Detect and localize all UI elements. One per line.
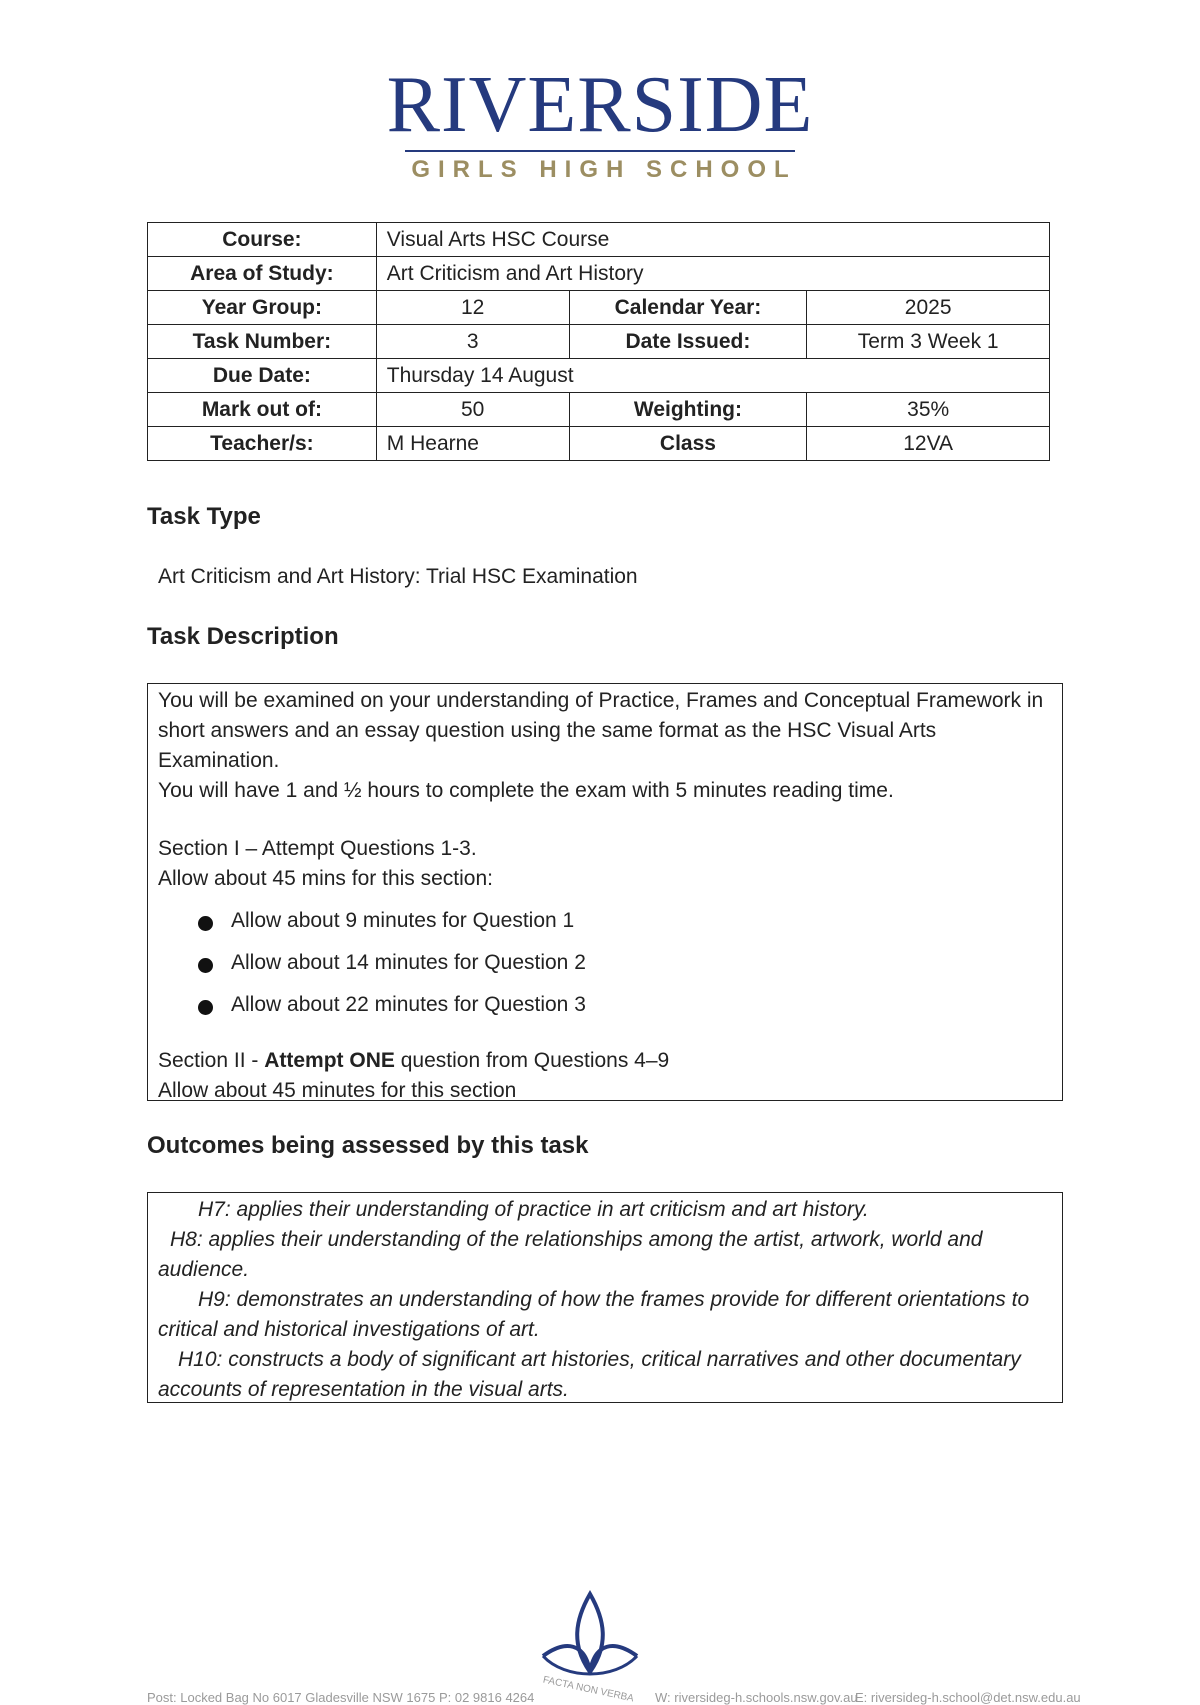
table-row [148, 291, 1050, 325]
footer-web: W: riversideg-h.schools.nsw.gov.au [655, 1690, 858, 1705]
footer-post: Post: Locked Bag No 6017 Gladesville NSW 1675 P: 02 9816 4264 [147, 1690, 535, 1705]
logo-subtitle: GIRLS HIGH SCHOOL [411, 156, 797, 183]
section1-line2: Allow about 45 mins for this section: [158, 867, 493, 890]
outcome-h7: H7: applies their understanding of practice in art criticism and art history. [198, 1198, 869, 1221]
footer-email: E: riversideg-h.school@det.nsw.edu.au [855, 1690, 1081, 1705]
year-label: Year Group: [148, 291, 377, 325]
class-label: Class [569, 427, 807, 461]
calendar-value: 2025 [807, 291, 1050, 325]
task-description-heading: Task Description [147, 623, 339, 650]
task-description-box [147, 683, 1063, 1101]
table-row [148, 359, 1050, 393]
school-logo [0, 62, 1200, 184]
outcome-h8: H8: applies their understanding of the relationships among the artist, artwork, world and audience. [158, 1228, 983, 1281]
date-issued-value: Term 3 Week 1 [807, 325, 1050, 359]
area-label: Area of Study: [148, 257, 377, 291]
logo-title: RIVERSIDE [386, 61, 814, 149]
crest-motto: FACTA NON VERBA [541, 1674, 635, 1705]
question-time-list [158, 900, 1052, 1026]
spacer [158, 806, 1052, 834]
task-info-table [147, 222, 1050, 461]
section2-suffix: question from Questions 4–9 [394, 1049, 670, 1072]
mark-value: 50 [376, 393, 569, 427]
section2-emphasis: Attempt ONE [264, 1049, 395, 1072]
teacher-label: Teacher/s: [148, 427, 377, 461]
task-type-heading: Task Type [147, 503, 261, 530]
weighting-label: Weighting: [569, 393, 807, 427]
section2-prefix: Section II - [158, 1049, 265, 1072]
table-row [148, 427, 1050, 461]
outcomes-heading: Outcomes being assessed by this task [147, 1132, 589, 1159]
table-row [148, 325, 1050, 359]
outcomes-box [147, 1192, 1063, 1403]
description-time: You will have 1 and ½ hours to complete the exam with 5 minutes reading time. [158, 779, 894, 802]
list-item: Allow about 14 minutes for Question 2 [158, 942, 1052, 984]
course-value: Visual Arts HSC Course [376, 223, 1049, 257]
section2-line1 [158, 1046, 1052, 1076]
calendar-label: Calendar Year: [569, 291, 807, 325]
section1-line1: Section I – Attempt Questions 1-3. [158, 837, 477, 860]
task-number-label: Task Number: [148, 325, 377, 359]
list-item: Allow about 22 minutes for Question 3 [158, 984, 1052, 1026]
task-number-value: 3 [376, 325, 569, 359]
outcome-h10: H10: constructs a body of significant art histories, critical narratives and other documentary accounts of representation in the visual arts. [158, 1348, 1021, 1401]
course-label: Course: [148, 223, 377, 257]
mark-label: Mark out of: [148, 393, 377, 427]
table-row [148, 257, 1050, 291]
table-row [148, 223, 1050, 257]
class-value: 12VA [807, 427, 1050, 461]
area-value: Art Criticism and Art History [376, 257, 1049, 291]
school-crest-icon [535, 1590, 645, 1690]
date-issued-label: Date Issued: [569, 325, 807, 359]
teacher-value: M Hearne [376, 427, 569, 461]
list-item: Allow about 9 minutes for Question 1 [158, 900, 1052, 942]
weighting-value: 35% [807, 393, 1050, 427]
table-row [148, 393, 1050, 427]
due-date-value: Thursday 14 August [376, 359, 1049, 393]
description-intro: You will be examined on your understanding of Practice, Frames and Conceptual Framework in short answers and an essay question using the same format as the HSC Visual Arts Examination. [158, 689, 1044, 772]
year-value: 12 [376, 291, 569, 325]
logo-rule [405, 150, 795, 152]
task-type-text: Art Criticism and Art History: Trial HSC Examination [158, 565, 638, 588]
due-date-label: Due Date: [148, 359, 377, 393]
section2-line2: Allow about 45 minutes for this section [158, 1079, 517, 1102]
outcome-h9: H9: demonstrates an understanding of how the frames provide for different orientations to critical and historical investigations of art. [158, 1288, 1030, 1341]
spacer [158, 1026, 1052, 1046]
